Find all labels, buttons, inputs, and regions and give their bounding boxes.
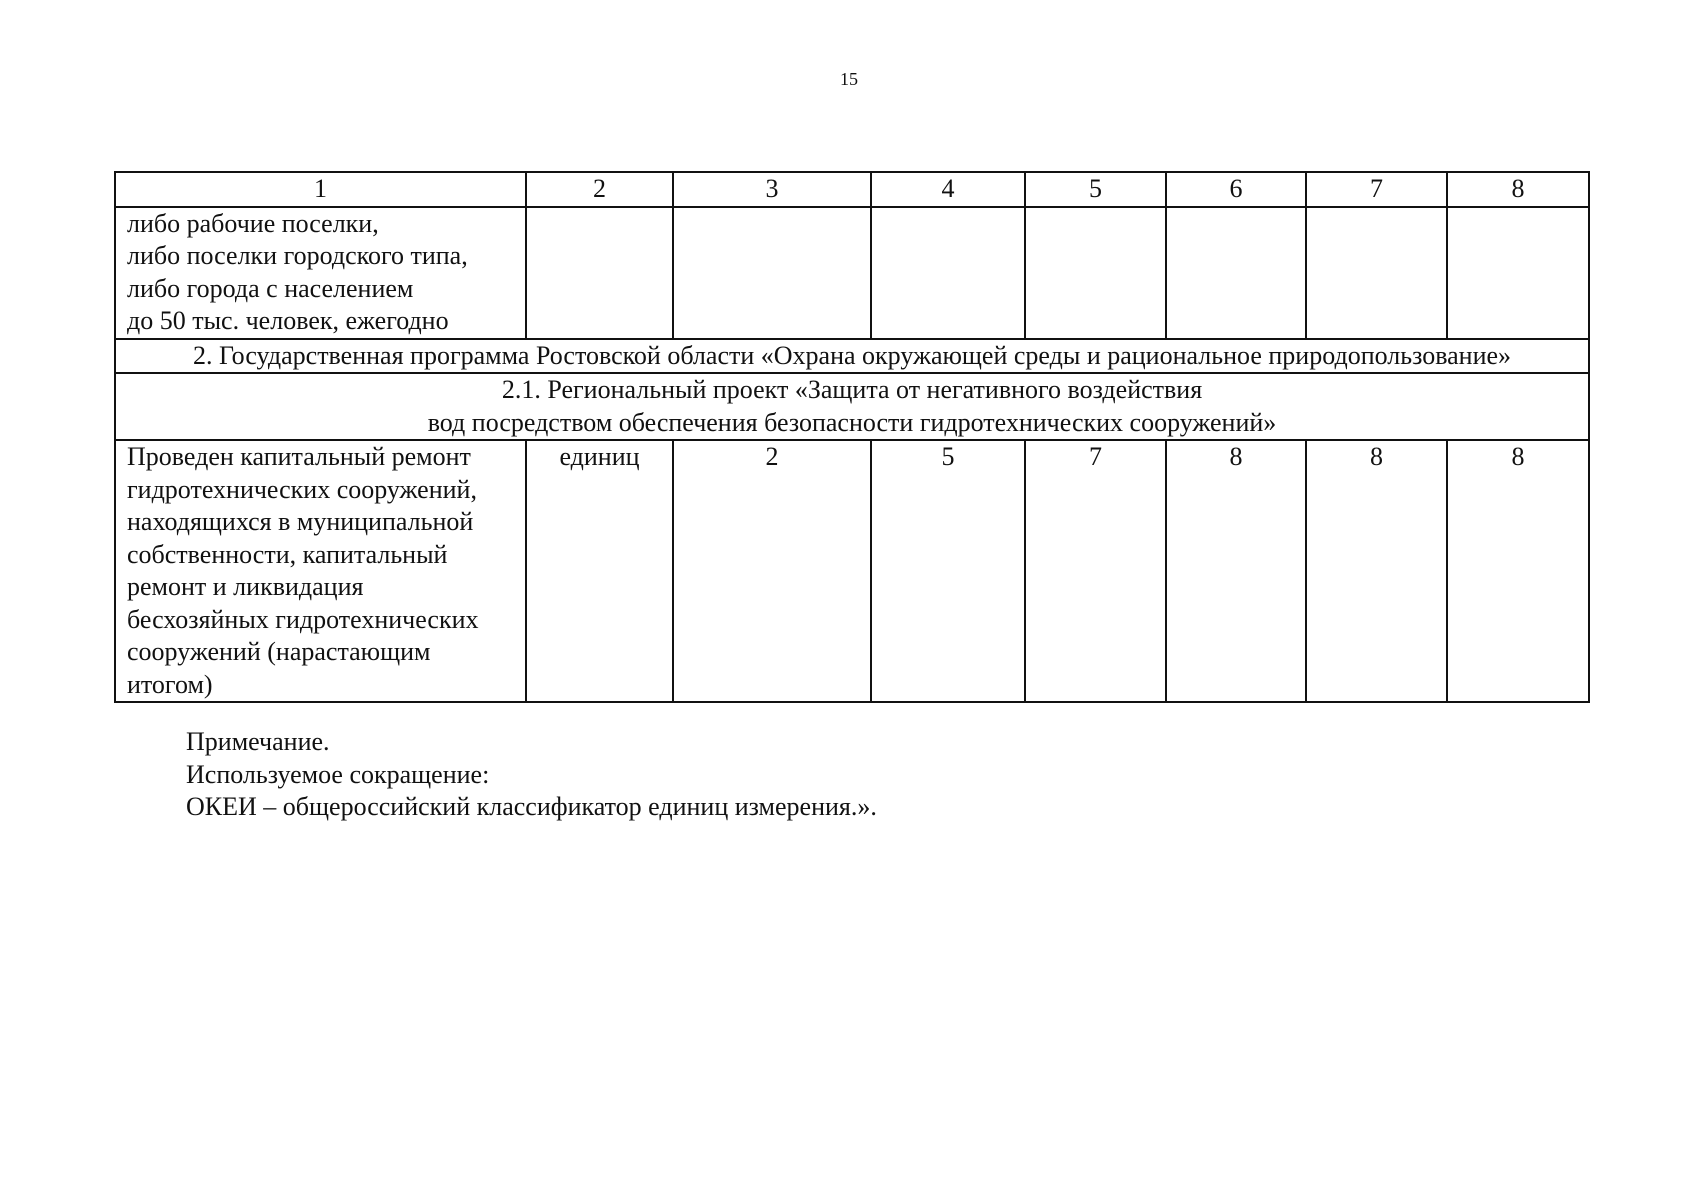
indicator-line: собственности, капитальный [127, 539, 448, 569]
note-block [186, 726, 877, 824]
header-cell: 3 [673, 172, 871, 207]
header-cell: 5 [1025, 172, 1166, 207]
project-title [115, 373, 1589, 440]
indicator-line: ремонт и ликвидация [127, 572, 364, 601]
value-cell [871, 207, 1025, 339]
indicator-line: Проведен капитальный ремонт [127, 442, 471, 471]
project-title-line: вод посредством обеспечения безопасности гидротехнических сооружений» [427, 407, 1277, 437]
indicator-line: сооружений (нарастающим [127, 637, 431, 666]
value-cell [1166, 207, 1306, 339]
value-cell: 8 [1306, 440, 1447, 702]
program-title: 2. Государственная программа Ростовской области «Охрана окружающей среды и рациональное природопользование» [115, 339, 1589, 374]
indicator-line: либо города с населением [127, 273, 414, 303]
header-cell: 6 [1166, 172, 1306, 207]
indicator-cell [115, 440, 526, 702]
indicator-line: итогом) [127, 669, 213, 699]
value-cell: 7 [1025, 440, 1166, 702]
indicator-line: до 50 тыс. человек, ежегодно [127, 306, 449, 335]
value-cell [526, 207, 673, 339]
table-row [115, 207, 1589, 339]
value-cell: 8 [1166, 440, 1306, 702]
header-cell: 2 [526, 172, 673, 207]
header-cell: 1 [115, 172, 526, 207]
program-row [115, 339, 1589, 374]
indicator-line: находящихся в муниципальной [127, 507, 474, 536]
indicator-line: либо поселки городского типа, [127, 241, 468, 270]
note-title: Примечание. [186, 727, 330, 756]
header-cell: 4 [871, 172, 1025, 207]
value-cell [673, 207, 871, 339]
value-cell [1025, 207, 1166, 339]
table-row [115, 440, 1589, 702]
value-cell: 2 [673, 440, 871, 702]
indicators-table [114, 171, 1590, 703]
indicator-cell [115, 207, 526, 339]
header-cell: 7 [1306, 172, 1447, 207]
indicator-line: бесхозяйных гидротехнических [127, 604, 479, 634]
indicator-line: либо рабочие поселки, [127, 208, 379, 238]
value-cell: 5 [871, 440, 1025, 702]
note-line: Используемое сокращение: [186, 759, 490, 789]
header-cell: 8 [1447, 172, 1589, 207]
project-title-line: 2.1. Региональный проект «Защита от негативного воздействия [501, 375, 1203, 404]
value-cell [1306, 207, 1447, 339]
value-cell [1447, 207, 1589, 339]
unit-cell: единиц [526, 440, 673, 702]
page-number: 15 [840, 69, 858, 89]
indicator-line: гидротехнических сооружений, [127, 474, 477, 504]
value-cell: 8 [1447, 440, 1589, 702]
table-header-row [115, 172, 1589, 207]
project-row [115, 373, 1589, 440]
note-line: ОКЕИ – общероссийский классификатор единиц измерения.». [186, 792, 877, 821]
